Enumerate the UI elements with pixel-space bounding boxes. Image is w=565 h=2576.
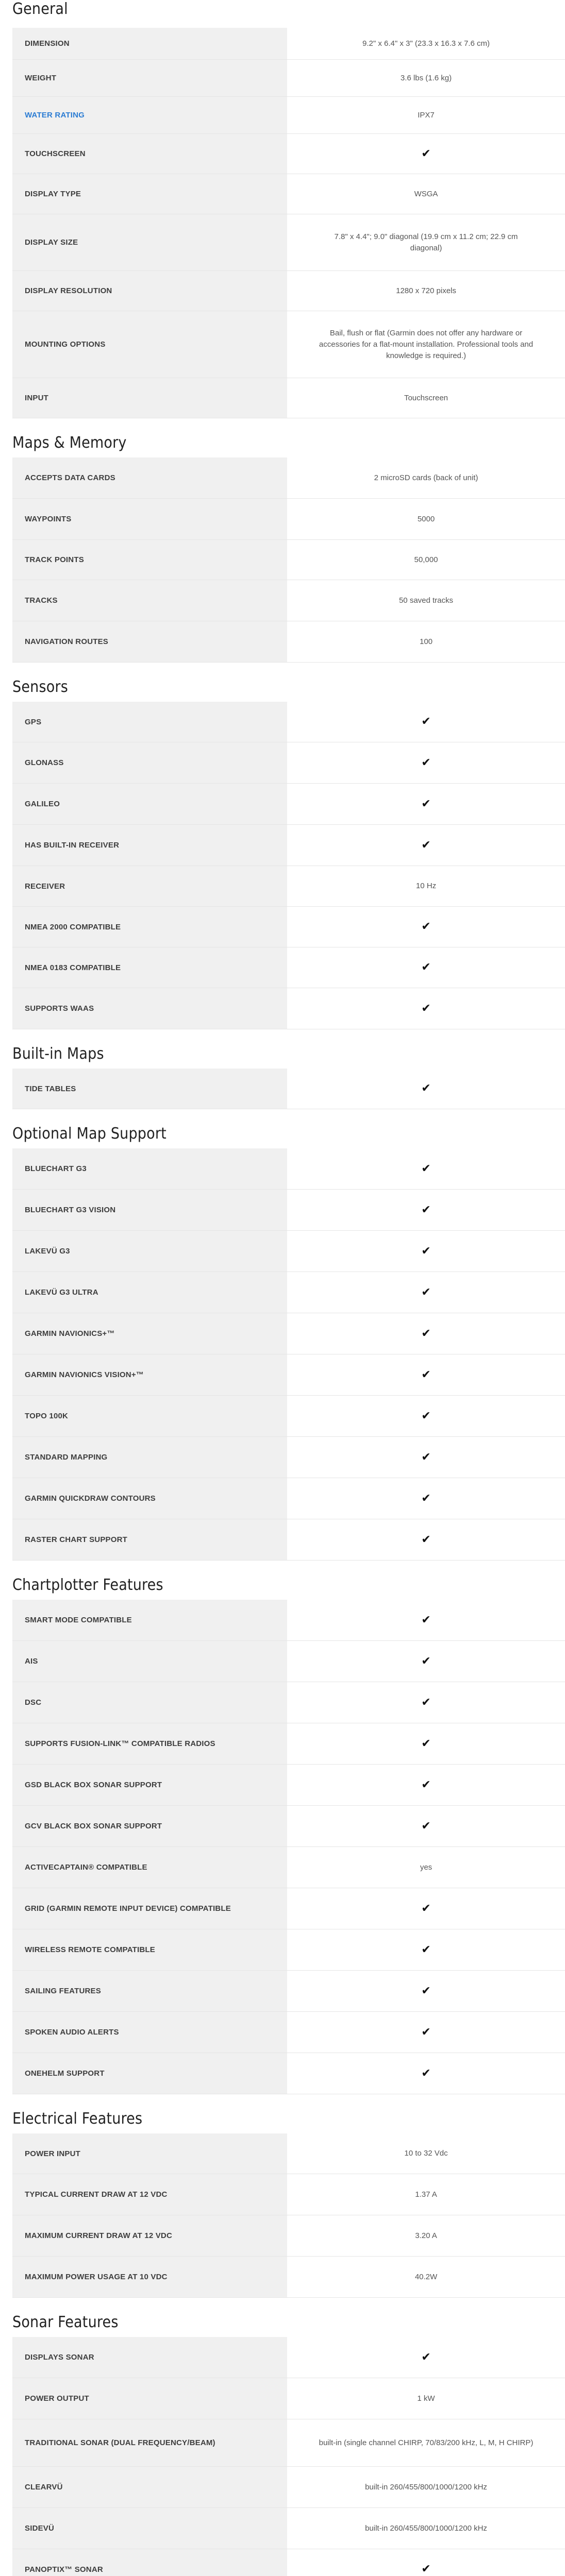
spec-label: GALILEO: [12, 784, 287, 824]
spec-row-panoptix-sonar: [12, 2549, 565, 2576]
spec-label: RECEIVER: [12, 866, 287, 906]
spec-row-dimension: [12, 28, 565, 60]
spec-label: AIS: [12, 1641, 287, 1682]
checkmark-icon: ✔: [421, 1285, 431, 1299]
spec-label: NMEA 2000 COMPATIBLE: [12, 907, 287, 947]
spec-value: [287, 2053, 565, 2094]
checkmark-icon: ✔: [421, 920, 431, 933]
spec-value: [287, 1437, 565, 1478]
spec-row-gsd-black-box-sonar-support: [12, 1765, 565, 1806]
spec-row-dsc: [12, 1682, 565, 1723]
checkmark-icon: ✔: [421, 1492, 431, 1505]
spec-value: [287, 1148, 565, 1189]
checkmark-icon: ✔: [421, 756, 431, 769]
spec-value: built-in 260/455/800/1000/1200 kHz: [365, 2523, 487, 2533]
spec-section-sensors: [0, 663, 565, 1029]
checkmark-icon: ✔: [421, 961, 431, 974]
checkmark-icon: ✔: [421, 1902, 431, 1915]
spec-value: [287, 1929, 565, 1970]
spec-value: [287, 1682, 565, 1723]
checkmark-icon: ✔: [421, 147, 431, 160]
spec-value: IPX7: [418, 110, 435, 120]
spec-value: yes: [420, 1862, 433, 1872]
checkmark-icon: ✔: [421, 1696, 431, 1709]
spec-label: TOPO 100K: [12, 1396, 287, 1436]
spec-row-accepts-data-cards: [12, 457, 565, 499]
spec-row-onehelm-support: [12, 2053, 565, 2094]
spec-value: [287, 2337, 565, 2378]
spec-row-typical-current-draw-at-12-vdc: [12, 2174, 565, 2215]
section-title: General: [12, 0, 68, 18]
spec-row-water-rating: [12, 97, 565, 134]
spec-label: DISPLAYS SONAR: [12, 2337, 287, 2378]
spec-row-tide-tables: [12, 1069, 565, 1109]
spec-label: LAKEVÜ G3: [12, 1231, 287, 1272]
spec-row-standard-mapping: [12, 1437, 565, 1478]
spec-value: [287, 2012, 565, 2053]
spec-row-topo-100k: [12, 1396, 565, 1437]
spec-value: Bail, flush or flat (Garmin does not offer any hardware or accessories for a flat-mount installation. Professional tools and knowledge is required.): [319, 328, 534, 360]
spec-row-sidev: [12, 2508, 565, 2549]
spec-value: 3.20 A: [415, 2231, 437, 2240]
spec-label: SUPPORTS WAAS: [12, 988, 287, 1029]
spec-value: [287, 1723, 565, 1764]
checkmark-icon: ✔: [421, 1002, 431, 1015]
spec-label: STANDARD MAPPING: [12, 1437, 287, 1478]
checkmark-icon: ✔: [421, 1368, 431, 1381]
spec-row-mounting-options: [12, 311, 565, 378]
spec-value: [287, 742, 565, 783]
checkmark-icon: ✔: [421, 1327, 431, 1340]
spec-label: NMEA 0183 COMPATIBLE: [12, 947, 287, 988]
spec-row-navigation-routes: [12, 621, 565, 663]
spec-label: GARMIN NAVIONICS+™: [12, 1313, 287, 1354]
spec-label: TRACKS: [12, 580, 287, 621]
spec-row-bluechart-g3: [12, 1148, 565, 1190]
spec-value: 100: [419, 637, 433, 646]
spec-label: SAILING FEATURES: [12, 1971, 287, 2011]
spec-value: WSGA: [414, 189, 438, 198]
spec-row-maximum-power-usage-at-10-vdc: [12, 2257, 565, 2298]
spec-row-track-points: [12, 540, 565, 580]
spec-label: SMART MODE COMPATIBLE: [12, 1600, 287, 1640]
spec-row-garmin-navionics: [12, 1313, 565, 1354]
checkmark-icon: ✔: [421, 2563, 431, 2575]
spec-value: [287, 825, 565, 866]
spec-label: LAKEVÜ G3 ULTRA: [12, 1272, 287, 1313]
spec-value: 50,000: [414, 555, 438, 564]
spec-value: [287, 1069, 565, 1109]
checkmark-icon: ✔: [421, 1778, 431, 1791]
section-title: Chartplotter Features: [12, 1576, 163, 1594]
spec-row-display-resolution: [12, 271, 565, 311]
spec-label: MAXIMUM CURRENT DRAW AT 12 VDC: [12, 2215, 287, 2256]
spec-value: 9.2" x 6.4" x 3" (23.3 x 16.3 x 7.6 cm): [362, 39, 490, 48]
spec-row-ais: [12, 1641, 565, 1682]
spec-label: HAS BUILT-IN RECEIVER: [12, 825, 287, 866]
spec-value: [287, 1478, 565, 1519]
spec-value: [287, 1600, 565, 1640]
spec-value: [287, 1971, 565, 2011]
spec-value: [287, 784, 565, 824]
spec-section-sonar-features: [0, 2298, 565, 2576]
spec-value: Touchscreen: [404, 393, 448, 402]
spec-label: SUPPORTS FUSION-LINK™ COMPATIBLE RADIOS: [12, 1723, 287, 1764]
spec-row-supports-fusion-link-compatible-radios: [12, 1723, 565, 1765]
spec-row-power-input: [12, 2133, 565, 2174]
checkmark-icon: ✔: [421, 1984, 431, 1997]
spec-section-chartplotter-features: [0, 1561, 565, 2094]
spec-value: 10 Hz: [416, 882, 437, 890]
spec-label: GRID (GARMIN REMOTE INPUT DEVICE) COMPATIBLE: [12, 1888, 287, 1929]
spec-value: 3.6 lbs (1.6 kg): [400, 73, 452, 82]
spec-label: POWER OUTPUT: [12, 2378, 287, 2419]
spec-value: [287, 1765, 565, 1805]
spec-label: MAXIMUM POWER USAGE AT 10 VDC: [12, 2257, 287, 2297]
checkmark-icon: ✔: [421, 1737, 431, 1750]
spec-section-maps-memory: [0, 418, 565, 663]
spec-label: GARMIN QUICKDRAW CONTOURS: [12, 1478, 287, 1519]
spec-value: 1280 x 720 pixels: [396, 286, 456, 295]
spec-label: ACCEPTS DATA CARDS: [12, 457, 287, 498]
checkmark-icon: ✔: [421, 797, 431, 810]
spec-row-has-built-in-receiver: [12, 825, 565, 866]
spec-row-lakev-g3-ultra: [12, 1272, 565, 1313]
section-title: Sonar Features: [12, 2313, 119, 2331]
spec-label: NAVIGATION ROUTES: [12, 621, 287, 662]
spec-section-general: [0, 0, 565, 418]
spec-value: 50 saved tracks: [398, 596, 454, 605]
spec-row-display-size: [12, 214, 565, 271]
spec-label: WAYPOINTS: [12, 499, 287, 539]
checkmark-icon: ✔: [421, 1613, 431, 1626]
spec-label: POWER INPUT: [12, 2133, 287, 2174]
spec-section-electrical-features: [0, 2094, 565, 2298]
spec-row-bluechart-g3-vision: [12, 1190, 565, 1231]
section-title: Electrical Features: [12, 2110, 143, 2128]
spec-row-traditional-sonar-dual-frequency-beam: [12, 2419, 565, 2467]
spec-value: [287, 907, 565, 947]
spec-row-grid-garmin-remote-input-device-compatible: [12, 1888, 565, 1929]
spec-value: built-in 260/455/800/1000/1200 kHz: [365, 2482, 487, 2492]
spec-label: DIMENSION: [12, 28, 287, 59]
spec-row-display-type: [12, 174, 565, 214]
checkmark-icon: ✔: [421, 1203, 431, 1216]
spec-label: PANOPTIX™ SONAR: [12, 2549, 287, 2576]
spec-label: DISPLAY TYPE: [12, 174, 287, 214]
checkmark-icon: ✔: [421, 1654, 431, 1668]
spec-label: DSC: [12, 1682, 287, 1723]
section-title: Built-in Maps: [12, 1045, 104, 1063]
spec-value: [287, 1396, 565, 1436]
spec-row-raster-chart-support: [12, 1519, 565, 1561]
spec-value: 1 kW: [417, 2394, 435, 2403]
checkmark-icon: ✔: [421, 1082, 431, 1095]
spec-row-lakev-g3: [12, 1231, 565, 1272]
spec-value: [287, 1888, 565, 1929]
spec-value: [287, 1272, 565, 1313]
spec-label: CLEARVÜ: [12, 2467, 287, 2507]
spec-row-tracks: [12, 580, 565, 621]
spec-value: 2 microSD cards (back of unit): [374, 473, 478, 482]
spec-value: [287, 134, 565, 174]
spec-value: 7.8" x 4.4"; 9.0" diagonal (19.9 cm x 11.2 cm; 22.9 cm diagonal): [334, 232, 518, 252]
spec-row-waypoints: [12, 499, 565, 540]
checkmark-icon: ✔: [421, 1409, 431, 1422]
spec-label: GCV BLACK BOX SONAR SUPPORT: [12, 1806, 287, 1846]
spec-value: [287, 1641, 565, 1682]
spec-row-displays-sonar: [12, 2337, 565, 2378]
checkmark-icon: ✔: [421, 2350, 431, 2364]
spec-label: RASTER CHART SUPPORT: [12, 1519, 287, 1560]
checkmark-icon: ✔: [421, 1943, 431, 1956]
spec-label: SIDEVÜ: [12, 2508, 287, 2549]
spec-label: BLUECHART G3: [12, 1148, 287, 1189]
spec-value: 1.37 A: [415, 2190, 437, 2199]
spec-row-nmea-2000-compatible: [12, 907, 565, 947]
spec-label: DISPLAY SIZE: [12, 214, 287, 270]
spec-row-supports-waas: [12, 988, 565, 1029]
spec-row-smart-mode-compatible: [12, 1600, 565, 1641]
spec-label: WIRELESS REMOTE COMPATIBLE: [12, 1929, 287, 1970]
spec-label: INPUT: [12, 378, 287, 418]
spec-row-garmin-navionics-vision: [12, 1354, 565, 1396]
spec-label: TIDE TABLES: [12, 1069, 287, 1109]
section-title: Sensors: [12, 678, 68, 696]
spec-row-gps: [12, 702, 565, 742]
spec-row-clearv: [12, 2467, 565, 2508]
spec-row-receiver: [12, 866, 565, 907]
checkmark-icon: ✔: [421, 1162, 431, 1175]
spec-value: built-in (single channel CHIRP, 70/83/200 kHz, L, M, H CHIRP): [319, 2438, 534, 2447]
spec-label: DISPLAY RESOLUTION: [12, 271, 287, 311]
spec-label: ACTIVECAPTAIN® COMPATIBLE: [12, 1847, 287, 1888]
spec-row-galileo: [12, 784, 565, 825]
spec-row-weight: [12, 60, 565, 97]
spec-row-activecaptain-compatible: [12, 1847, 565, 1888]
spec-value: [287, 2549, 565, 2576]
checkmark-icon: ✔: [421, 2025, 431, 2039]
checkmark-icon: ✔: [421, 1533, 431, 1546]
spec-value: 5000: [417, 514, 435, 523]
spec-row-sailing-features: [12, 1971, 565, 2012]
checkmark-icon: ✔: [421, 2066, 431, 2080]
spec-label: GPS: [12, 702, 287, 742]
spec-value: [287, 1190, 565, 1230]
spec-section-optional-map-support: [0, 1109, 565, 1561]
spec-row-spoken-audio-alerts: [12, 2012, 565, 2053]
spec-label: TRADITIONAL SONAR (DUAL FREQUENCY/BEAM): [12, 2419, 287, 2466]
spec-label: ONEHELM SUPPORT: [12, 2053, 287, 2094]
section-title: Optional Map Support: [12, 1125, 167, 1143]
spec-value: [287, 1313, 565, 1354]
spec-value: [287, 1354, 565, 1395]
spec-label: BLUECHART G3 VISION: [12, 1190, 287, 1230]
spec-row-power-output: [12, 2378, 565, 2419]
checkmark-icon: ✔: [421, 1244, 431, 1258]
spec-row-input: [12, 378, 565, 418]
checkmark-icon: ✔: [421, 715, 431, 728]
spec-label: GSD BLACK BOX SONAR SUPPORT: [12, 1765, 287, 1805]
spec-label-link[interactable]: WATER RATING: [12, 97, 287, 133]
checkmark-icon: ✔: [421, 1450, 431, 1464]
spec-row-wireless-remote-compatible: [12, 1929, 565, 1971]
spec-label: GARMIN NAVIONICS VISION+™: [12, 1354, 287, 1395]
spec-row-touchscreen: [12, 134, 565, 174]
spec-label: TOUCHSCREEN: [12, 134, 287, 174]
spec-value: [287, 1231, 565, 1272]
spec-row-gcv-black-box-sonar-support: [12, 1806, 565, 1847]
spec-label: TYPICAL CURRENT DRAW AT 12 VDC: [12, 2174, 287, 2215]
spec-label: MOUNTING OPTIONS: [12, 311, 287, 378]
spec-label: SPOKEN AUDIO ALERTS: [12, 2012, 287, 2053]
spec-section-built-in-maps: [0, 1029, 565, 1109]
spec-label: GLONASS: [12, 742, 287, 783]
spec-value: [287, 1806, 565, 1846]
spec-row-nmea-0183-compatible: [12, 947, 565, 988]
spec-value: [287, 1519, 565, 1560]
spec-label: TRACK POINTS: [12, 540, 287, 580]
spec-label: WEIGHT: [12, 60, 287, 96]
spec-row-garmin-quickdraw-contours: [12, 1478, 565, 1519]
spec-row-maximum-current-draw-at-12-vdc: [12, 2215, 565, 2257]
spec-value: [287, 947, 565, 988]
section-title: Maps & Memory: [12, 434, 127, 452]
spec-value: [287, 988, 565, 1029]
spec-row-glonass: [12, 742, 565, 784]
checkmark-icon: ✔: [421, 1819, 431, 1833]
checkmark-icon: ✔: [421, 838, 431, 852]
spec-value: 40.2W: [414, 2272, 438, 2281]
spec-value: 10 to 32 Vdc: [404, 2149, 448, 2158]
spec-value: [287, 702, 565, 742]
